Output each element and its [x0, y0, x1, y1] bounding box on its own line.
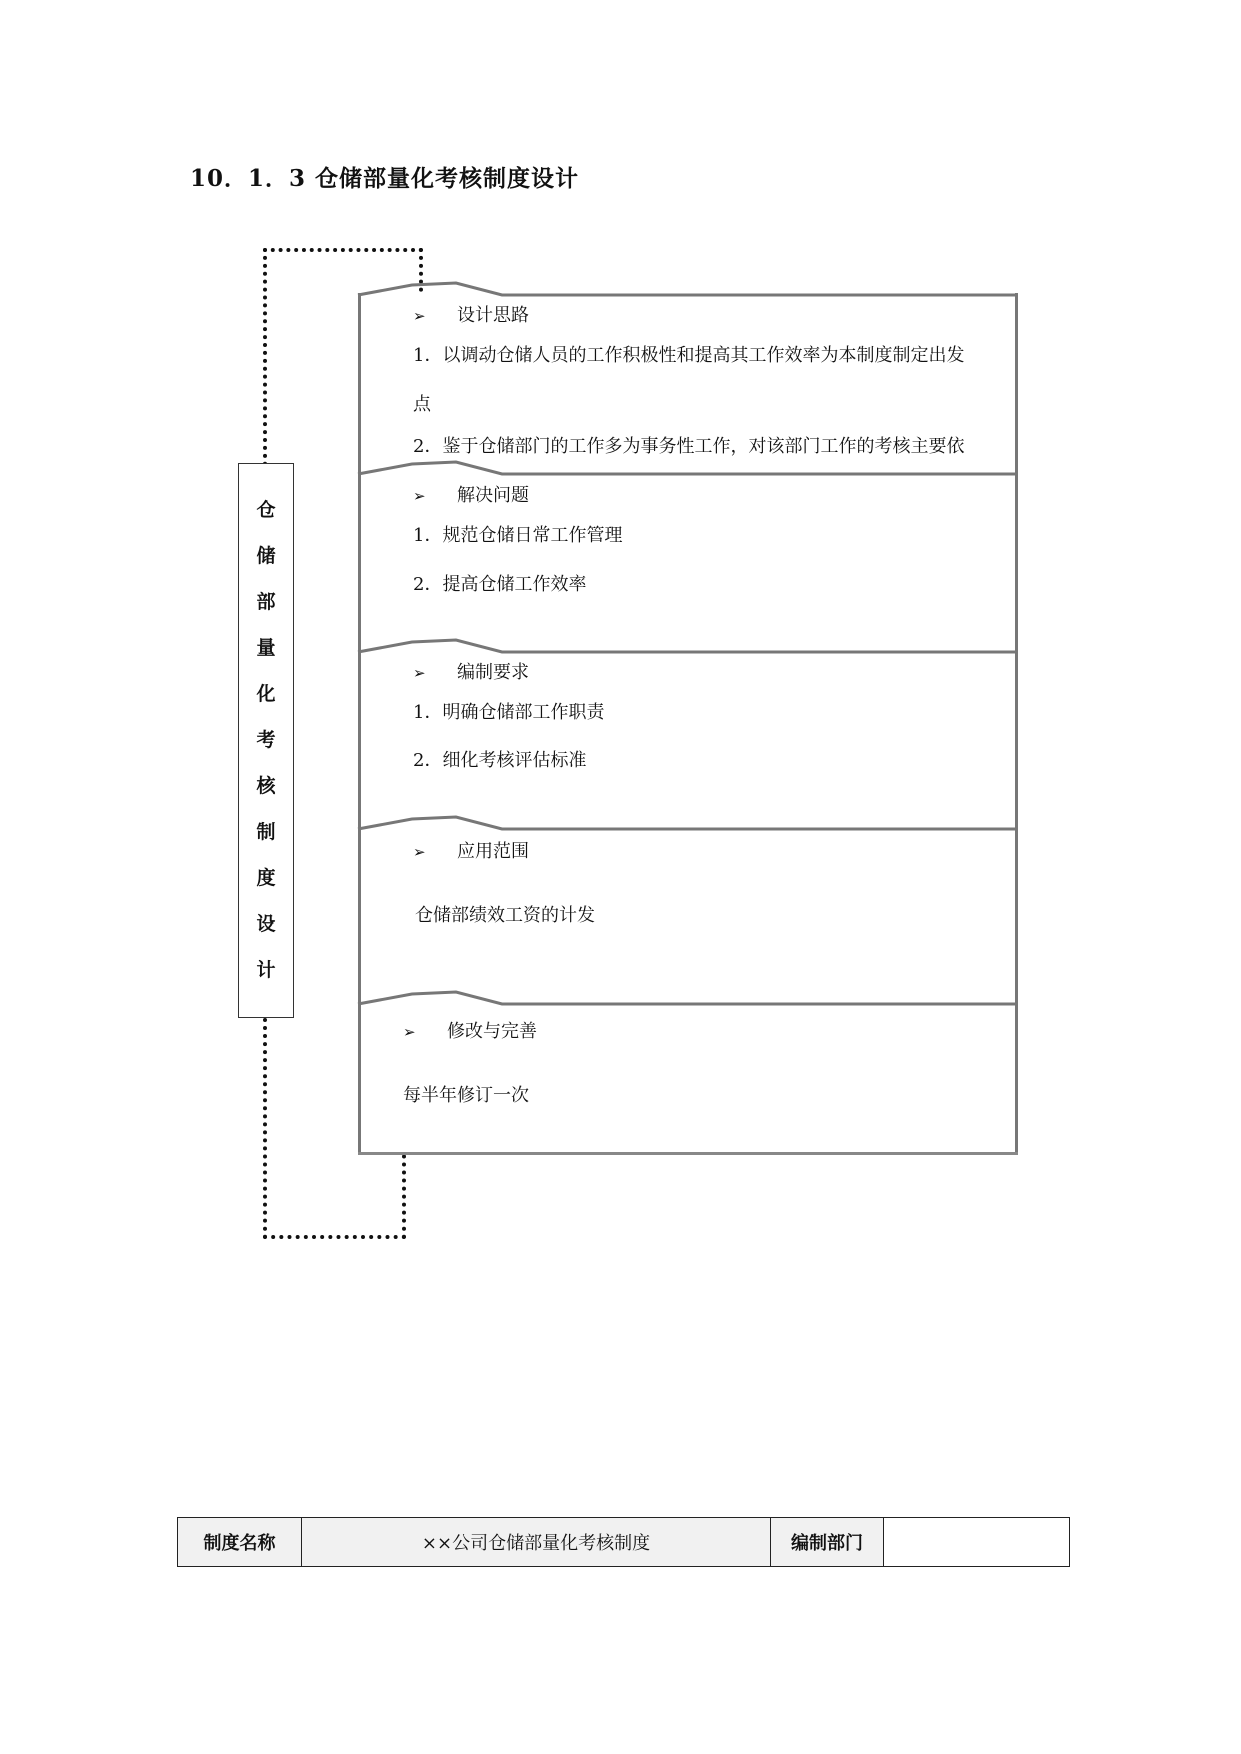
- section-panel: [358, 650, 1018, 827]
- arrow-bullet-icon: ➢: [413, 487, 426, 505]
- section-heading: [413, 837, 529, 863]
- section-line: 每半年修订一次: [403, 1085, 529, 1106]
- section-line: 点: [413, 394, 431, 415]
- system-name-label: 制度名称: [178, 1518, 302, 1567]
- section-heading-text: 编制要求: [457, 662, 529, 683]
- section-heading: [413, 301, 529, 327]
- vertical-title-char: 度: [256, 867, 276, 889]
- department-label: 编制部门: [771, 1518, 884, 1567]
- panel-notch-border: [356, 988, 1020, 1008]
- section-panel: [358, 293, 1018, 472]
- vertical-title-char: 计: [256, 959, 276, 981]
- section-heading: [413, 481, 529, 507]
- vertical-title-char: 储: [256, 545, 276, 567]
- vertical-title-char: 制: [256, 821, 276, 843]
- page-title: 10．1．3 仓储部量化考核制度设计: [190, 165, 580, 192]
- section-heading: [403, 1017, 537, 1043]
- section-heading-text: 设计思路: [457, 305, 529, 326]
- vertical-title-char: 考: [256, 729, 276, 751]
- section-line: 2．提高仓储工作效率: [413, 574, 587, 595]
- vertical-title-char: 化: [256, 683, 276, 705]
- section-line: 2．细化考核评估标准: [413, 750, 587, 771]
- section-line: 2．鉴于仓储部门的工作多为事务性工作，对该部门工作的考核主要依: [413, 436, 965, 457]
- panel-notch-border: [356, 636, 1020, 656]
- section-line: 1．规范仓储日常工作管理: [413, 525, 623, 546]
- vertical-title-char: 部: [256, 591, 276, 613]
- panel-notch-border: [356, 279, 1020, 299]
- section-line: 仓储部绩效工资的计发: [415, 905, 595, 926]
- section-panel: [358, 1002, 1018, 1154]
- arrow-bullet-icon: ➢: [413, 307, 426, 325]
- arrow-bullet-icon: ➢: [403, 1023, 416, 1041]
- arrow-bullet-icon: ➢: [413, 664, 426, 682]
- section-heading-text: 修改与完善: [447, 1021, 537, 1042]
- section-panel: [358, 472, 1018, 650]
- section-heading-text: 应用范围: [457, 841, 529, 862]
- department-value: [884, 1518, 1070, 1567]
- panel-notch-border: [356, 813, 1020, 833]
- vertical-title-char: 核: [256, 775, 276, 797]
- section-heading: [413, 658, 529, 684]
- system-name-value: ××公司仓储部量化考核制度: [302, 1518, 771, 1567]
- panel-notch-border: [356, 458, 1020, 478]
- vertical-title-box: [238, 463, 294, 1018]
- vertical-title-char: 量: [256, 637, 276, 659]
- vertical-title-char: 设: [256, 913, 276, 935]
- section-line: 1．明确仓储部工作职责: [413, 702, 605, 723]
- vertical-title-char: 仓: [256, 499, 276, 521]
- section-panel: [358, 827, 1018, 1002]
- info-table: [177, 1517, 1070, 1567]
- panel-bottom-border: [358, 1152, 1018, 1155]
- arrow-bullet-icon: ➢: [413, 843, 426, 861]
- table-row: [178, 1518, 1070, 1567]
- section-heading-text: 解决问题: [457, 485, 529, 506]
- section-line: 1．以调动仓储人员的工作积极性和提高其工作效率为本制度制定出发: [413, 345, 965, 366]
